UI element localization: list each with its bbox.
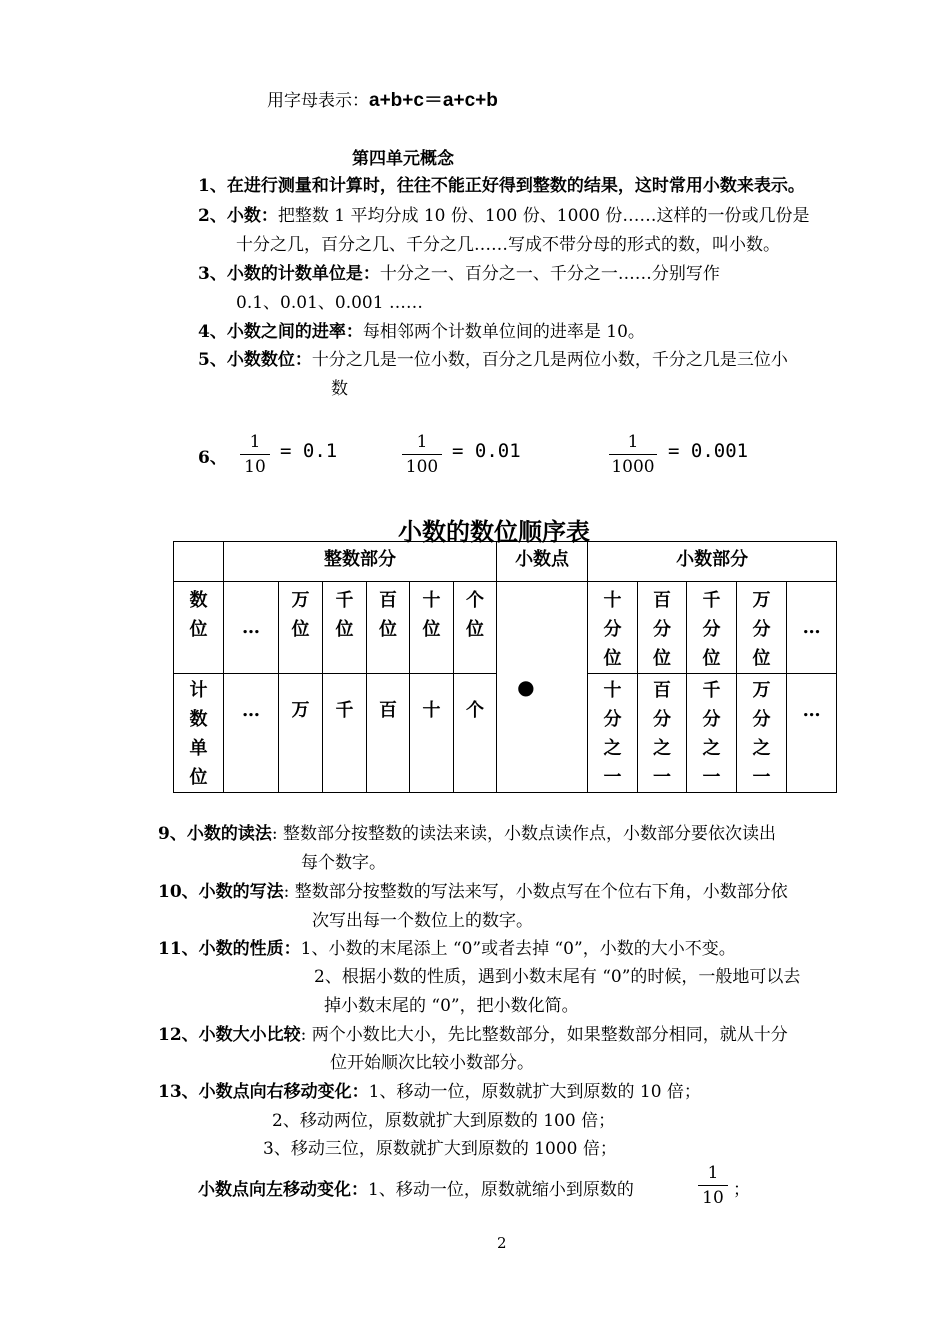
item-4 xyxy=(198,317,645,342)
fraction-denominator: 10 xyxy=(244,457,266,477)
fraction-1-value: = 0.1 xyxy=(280,440,338,462)
item-13-line3: 3、移动三位，原数就扩大到原数的 1000 倍； xyxy=(263,1139,617,1159)
place-cell: 百位 xyxy=(367,582,410,674)
item-4-text: 每相邻两个计数单位间的进率是 10。 xyxy=(362,322,645,342)
item-4-label: 4、小数之间的进率： xyxy=(198,322,363,342)
unit-cell: 十分之一 xyxy=(588,674,638,793)
fraction-numerator: 1 xyxy=(249,432,261,452)
left-move-line xyxy=(198,1175,634,1200)
item-12-text: : 两个小数比大小，先比整数部分，如果整数部分相同，就从十分 xyxy=(300,1025,788,1045)
place-cell: 十位 xyxy=(410,582,454,674)
formula-line xyxy=(267,85,498,112)
unit-cell: 百分之一 xyxy=(638,674,687,793)
unit-cell: 十 xyxy=(410,674,454,793)
item-3-label: 3、小数的计数单位是： xyxy=(198,264,380,284)
table-corner xyxy=(174,542,224,582)
places-row-label: 数位 xyxy=(174,582,224,674)
item-13-line2: 2、移动两位，原数就扩大到原数的 100 倍； xyxy=(272,1111,616,1131)
place-cell: 千分位 xyxy=(687,582,737,674)
item-5-text: 十分之几是一位小数，百分之几是两位小数，千分之几是三位小 xyxy=(311,350,788,370)
item-5-label: 5、小数数位： xyxy=(198,350,312,370)
item-12-line2: 位开始顺次比较小数部分。 xyxy=(330,1053,534,1073)
item-11-text: 1、小数的末尾添上 “0”或者去掉 “0”，小数的大小不变。 xyxy=(300,939,736,959)
item-11-line1 xyxy=(158,934,736,959)
item-2-label: 2、小数： xyxy=(198,206,278,226)
item-10-text: : 整数部分按整数的写法来写，小数点写在个位右下角，小数部分依 xyxy=(283,882,788,902)
place-cell: 千位 xyxy=(323,582,367,674)
integer-part-header: 整数部分 xyxy=(224,542,497,582)
unit-cell: 千分之一 xyxy=(687,674,737,793)
place-cell: 个位 xyxy=(454,582,497,674)
unit-cell: 千 xyxy=(323,674,367,793)
item-6-label: 6、 xyxy=(198,448,227,468)
fraction-denominator: 10 xyxy=(702,1188,724,1208)
item-11-line2: 2、根据小数的性质，遇到小数末尾有 “0”的时候，一般地可以去 xyxy=(314,967,801,987)
place-cell: 万位 xyxy=(279,582,323,674)
fraction-1-100 xyxy=(402,432,442,477)
decimal-point-header: 小数点 xyxy=(497,542,588,582)
item-11-label: 11、小数的性质： xyxy=(158,939,301,959)
fraction-numerator: 1 xyxy=(707,1163,719,1183)
unit-cell: 百 xyxy=(367,674,410,793)
item-9-text: : 整数部分按整数的读法来读，小数点读作点，小数部分要依次读出 xyxy=(271,824,776,844)
fraction-numerator: 1 xyxy=(416,432,428,452)
item-2-line1 xyxy=(198,201,809,226)
fraction-denominator: 100 xyxy=(405,457,439,477)
item-5-line2: 数 xyxy=(331,379,348,399)
table-title: 小数的数位顺序表 xyxy=(398,517,590,546)
item-3-line2: 0.1、0.01、0.001 ‥‥‥ xyxy=(236,293,423,313)
item-3-line1 xyxy=(198,259,720,284)
unit-cell: … xyxy=(787,674,837,793)
place-cell: 十分位 xyxy=(588,582,638,674)
item-12-line1 xyxy=(158,1020,788,1045)
units-row-label: 计数单位 xyxy=(174,674,224,793)
item-13-label: 13、小数点向右移动变化： xyxy=(158,1082,369,1102)
unit-cell: 万分之一 xyxy=(737,674,787,793)
item-12-label: 12、小数大小比较 xyxy=(158,1025,301,1045)
item-2-text: 把整数 1 平均分成 10 份、100 份、1000 份‥‥‥这样的一份或几份是 xyxy=(277,206,810,226)
item-9-line2: 每个数字。 xyxy=(301,853,386,873)
formula-prefix: 用字母表示： xyxy=(267,91,369,111)
item-5-line1 xyxy=(198,345,788,370)
fraction-1-10 xyxy=(240,432,270,477)
fraction-left-move xyxy=(698,1163,728,1208)
item-1: 1、在进行测量和计算时，往往不能正好得到整数的结果，这时常用小数来表示。 xyxy=(198,176,805,196)
decimal-point-cell: ● xyxy=(497,582,588,793)
item-3-text: 十分之一、百分之一、千分之一‥‥‥分别写作 xyxy=(379,264,720,284)
item-11-line3: 掉小数末尾的 “0”，把小数化简。 xyxy=(324,996,579,1016)
item-13-line1 xyxy=(158,1077,701,1102)
item-2-line2: 十分之几，百分之几、千分之几‥‥‥写成不带分母的形式的数，叫小数。 xyxy=(236,235,781,255)
item-9-label: 9、小数的读法 xyxy=(158,824,272,844)
formula-expression: a+b+c＝a+c+b xyxy=(369,90,498,111)
fraction-2-value: = 0.01 xyxy=(452,440,521,462)
fraction-numerator: 1 xyxy=(627,432,639,452)
unit-cell: 个 xyxy=(454,674,497,793)
place-cell: 百分位 xyxy=(638,582,687,674)
section-title: 第四单元概念 xyxy=(352,149,454,169)
place-cell: 万分位 xyxy=(737,582,787,674)
fraction-1-1000 xyxy=(609,432,657,477)
item-10-line2: 次写出每一个数位上的数字。 xyxy=(312,911,533,931)
item-10-line1 xyxy=(158,877,788,902)
place-value-table xyxy=(173,541,837,793)
decimal-part-header: 小数部分 xyxy=(588,542,837,582)
left-move-tail: ； xyxy=(733,1180,750,1200)
fraction-3-value: = 0.001 xyxy=(668,440,749,462)
left-move-text: 1、移动一位，原数就缩小到原数的 xyxy=(368,1180,634,1200)
item-10-label: 10、小数的写法 xyxy=(158,882,284,902)
fraction-denominator: 1000 xyxy=(611,457,655,477)
left-move-label: 小数点向左移动变化： xyxy=(198,1180,368,1200)
item-13-text: 1、移动一位，原数就扩大到原数的 10 倍； xyxy=(368,1082,701,1102)
page-number: 2 xyxy=(497,1234,507,1252)
unit-cell: … xyxy=(224,674,279,793)
unit-cell: 万 xyxy=(279,674,323,793)
item-9-line1 xyxy=(158,819,776,844)
place-cell: … xyxy=(787,582,837,674)
place-cell: … xyxy=(224,582,279,674)
